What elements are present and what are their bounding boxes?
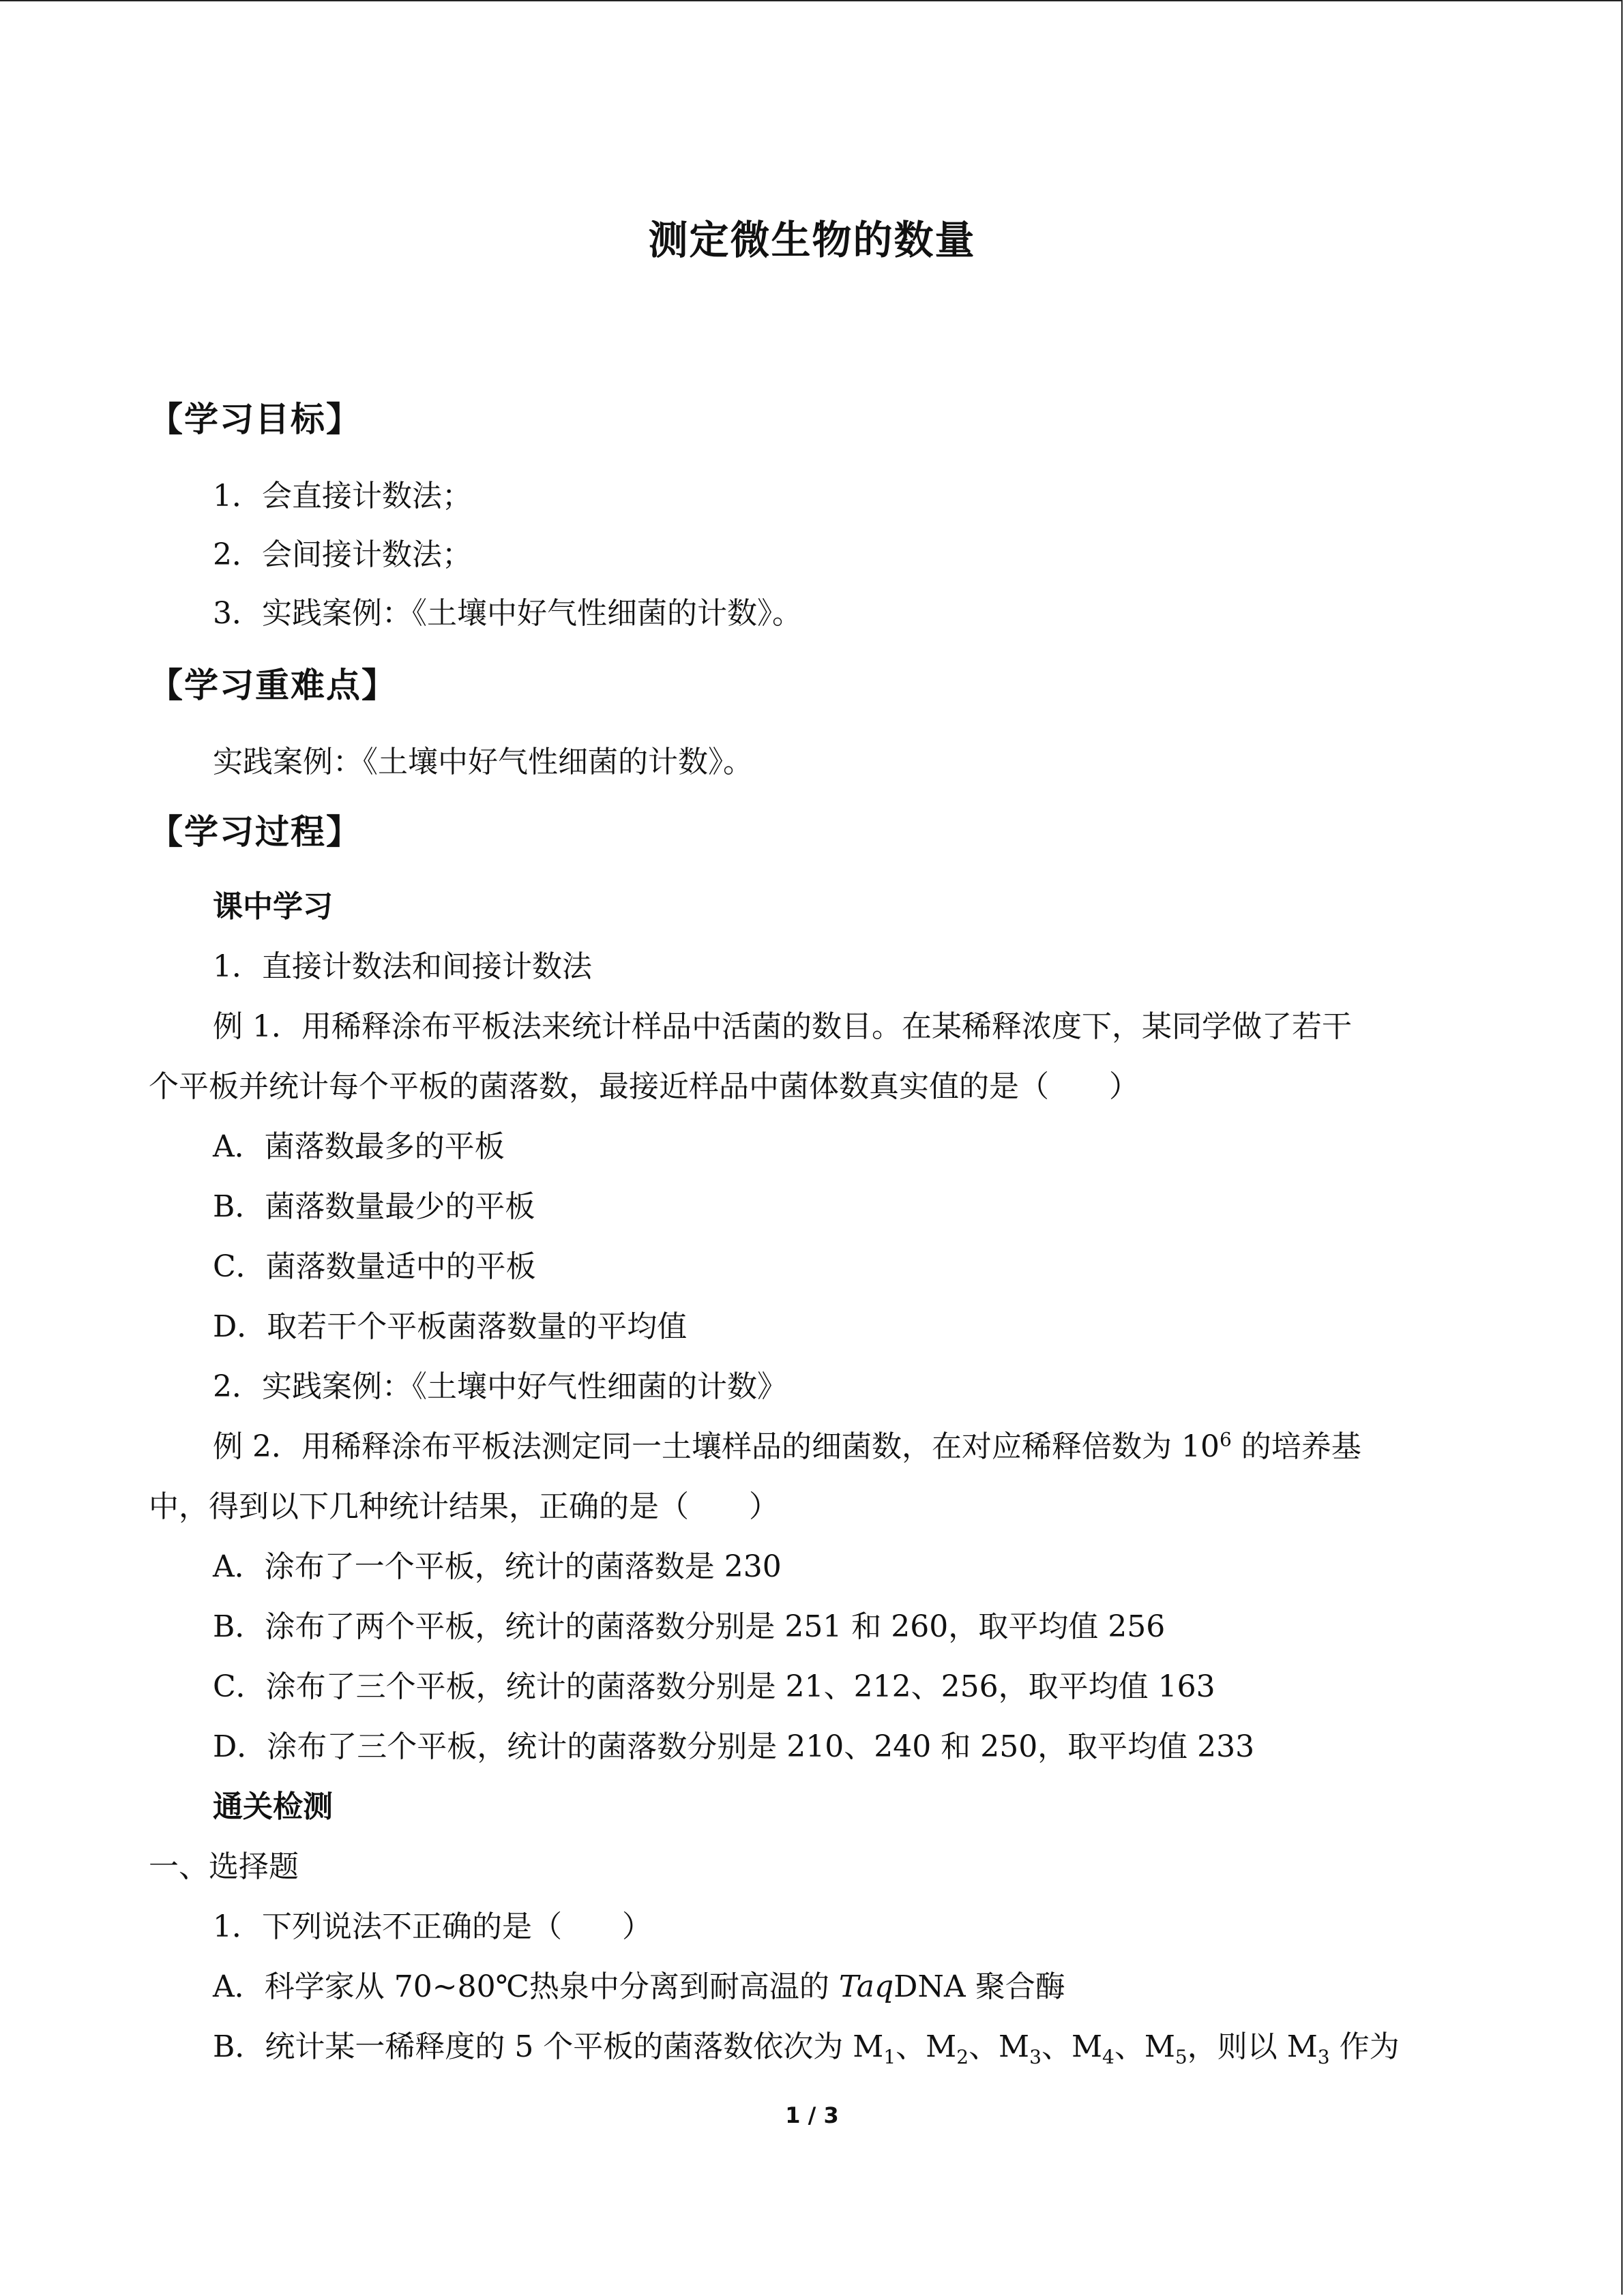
example-1-line-1: 例 1．用稀释涂布平板法来统计样品中活菌的数目。在某稀释浓度下，某同学做了若干 bbox=[213, 1009, 1352, 1044]
option-b-part: B．统计某一稀释度的 5 个平板的菌落数依次为 M bbox=[213, 2029, 884, 2064]
topic-2: 2．实践案例：《土壤中好气性细菌的计数》 bbox=[213, 1369, 787, 1404]
choice-section-heading: 一、选择题 bbox=[149, 1849, 299, 1884]
example-2-option-a: A．涂布了一个平板，统计的菌落数是 230 bbox=[213, 1549, 782, 1584]
option-b-part: 、M bbox=[969, 2029, 1030, 2064]
page-number: 1 / 3 bbox=[785, 2102, 839, 2128]
subscript: 2 bbox=[956, 2045, 969, 2068]
example-1-option-b: B．菌落数量最少的平板 bbox=[213, 1189, 535, 1224]
question-1-stem: 1．下列说法不正确的是（ ） bbox=[213, 1909, 652, 1944]
taq-italic: Taq bbox=[838, 1969, 894, 2004]
goal-item-1: 1．会直接计数法； bbox=[213, 479, 472, 513]
question-1-option-a bbox=[213, 1968, 1065, 2006]
subscript: 5 bbox=[1175, 2045, 1187, 2068]
example-1-option-d: D．取若干个平板菌落数量的平均值 bbox=[213, 1309, 688, 1344]
goal-item-2: 2．会间接计数法； bbox=[213, 537, 472, 572]
example-2-line-2: 中，得到以下几种统计结果，正确的是（ ） bbox=[149, 1489, 779, 1524]
subscript: 3 bbox=[1317, 2045, 1330, 2068]
option-b-part: ，则以 M bbox=[1187, 2029, 1318, 2064]
subscript: 3 bbox=[1029, 2045, 1042, 2068]
option-b-part: 、M bbox=[896, 2029, 957, 2064]
key-points-heading: 【学习重难点】 bbox=[149, 666, 397, 705]
option-a-tail: DNA 聚合酶 bbox=[894, 1969, 1065, 2004]
option-a-text: A．科学家从 70~80℃热泉中分离到耐高温的 bbox=[213, 1969, 839, 2004]
example-2-line-1 bbox=[213, 1428, 1361, 1466]
question-1-option-b bbox=[213, 2028, 1400, 2066]
option-b-part: 、M bbox=[1114, 2029, 1175, 2064]
example-1-line-2: 个平板并统计每个平板的菌落数，最接近样品中菌体数真实值的是（ ） bbox=[149, 1069, 1139, 1104]
check-heading: 通关检测 bbox=[213, 1789, 333, 1824]
example-2-option-c: C．涂布了三个平板，统计的菌落数分别是 21、212、256，取平均值 163 bbox=[213, 1669, 1215, 1704]
option-b-part: 作为 bbox=[1329, 2029, 1400, 2064]
key-points-text: 实践案例：《土壤中好气性细菌的计数》。 bbox=[213, 745, 753, 779]
example-1-option-a: A．菌落数最多的平板 bbox=[213, 1129, 505, 1164]
example-1-option-c: C．菌落数量适中的平板 bbox=[213, 1249, 536, 1284]
goal-item-3: 3．实践案例：《土壤中好气性细菌的计数》。 bbox=[213, 596, 802, 631]
process-heading: 【学习过程】 bbox=[149, 812, 361, 852]
example-2-line-1-tail: 的培养基 bbox=[1231, 1429, 1361, 1464]
subscript: 4 bbox=[1102, 2045, 1114, 2068]
option-b-part: 、M bbox=[1041, 2029, 1103, 2064]
example-2-option-b: B．涂布了两个平板，统计的菌落数分别是 251 和 260，取平均值 256 bbox=[213, 1609, 1166, 1644]
example-2-line-1-text: 例 2．用稀释涂布平板法测定同一土壤样品的细菌数，在对应稀释倍数为 10 bbox=[213, 1429, 1220, 1464]
exponent: 6 bbox=[1219, 1428, 1232, 1451]
example-2-option-d: D．涂布了三个平板，统计的菌落数分别是 210、240 和 250，取平均值 233 bbox=[213, 1729, 1255, 1764]
goals-heading: 【学习目标】 bbox=[149, 400, 361, 439]
class-study-heading: 课中学习 bbox=[213, 889, 333, 924]
subscript: 1 bbox=[883, 2045, 896, 2068]
page-title: 测定微生物的数量 bbox=[648, 217, 976, 263]
topic-1: 1．直接计数法和间接计数法 bbox=[213, 949, 592, 984]
